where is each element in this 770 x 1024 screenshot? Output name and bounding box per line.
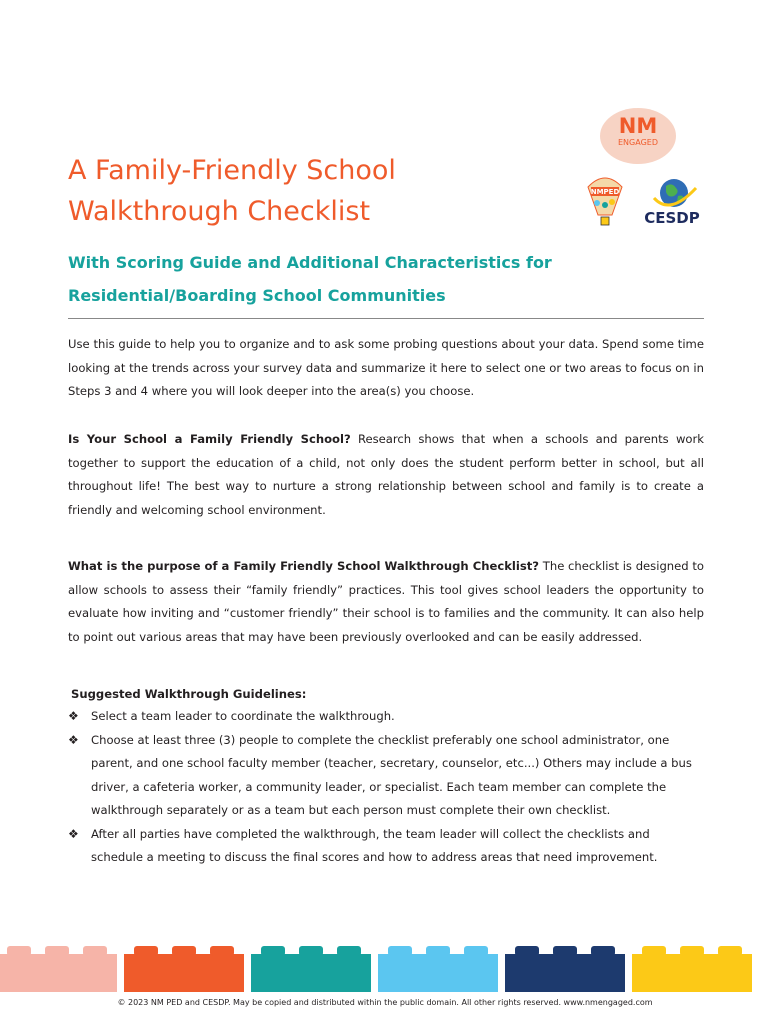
title-line-2: Walkthrough Checklist [68, 196, 371, 227]
family-friendly-heading: Is Your School a Family Friendly School? [68, 432, 351, 446]
purpose-heading: What is the purpose of a Family Friendly School Walkthrough Checklist? [68, 559, 540, 573]
nmped-logo [582, 173, 628, 229]
title-line-1: A Family-Friendly School [68, 155, 396, 186]
brick [124, 946, 244, 992]
family-friendly-body: Research shows that when a schools and parents work together to support the education of a child, not only does the student perform better in school, but all throughout life! The best way to nurture a strong relationship between school and family is to create a friendly and welcoming school environment. [68, 432, 704, 517]
list-item [68, 729, 704, 823]
divider [68, 318, 704, 319]
intro-paragraph: Use this guide to help you to organize and to ask some probing questions about your data. Spend some time looking at the trends across your survey data and summarize it here to select one or two areas to focus on in Steps 3 and 4 where you will look deeper into the area(s) you choose. [68, 337, 704, 398]
list-item-text: Select a team leader to coordinate the walkthrough. [91, 709, 395, 723]
purpose-paragraph [68, 555, 704, 649]
diamond-bullet-icon: ❖ [68, 709, 79, 723]
page-title [68, 150, 396, 232]
family-friendly-paragraph [68, 428, 704, 522]
guidelines-heading: Suggested Walkthrough Guidelines: [71, 687, 307, 701]
nmped-logo-text: NMPED [590, 188, 620, 196]
globe-icon [640, 176, 704, 210]
brick [632, 946, 752, 992]
subtitle-line-2: Residential/Boarding School Communities [68, 286, 446, 305]
page-subtitle [68, 246, 552, 312]
brick [0, 946, 117, 992]
diamond-bullet-icon: ❖ [68, 732, 79, 747]
guidelines-list [68, 705, 704, 870]
list-item-text: After all parties have completed the walkthrough, the team leader will collect the checklists and schedule a meeting to discuss the final scores and how to address areas that need improvement. [91, 826, 658, 864]
nm-logo-text: NM [618, 114, 658, 138]
cesdp-logo [640, 176, 704, 232]
nm-engaged-logo [600, 108, 676, 164]
brick [378, 946, 498, 992]
cesdp-logo-text: CESDP [644, 209, 700, 227]
list-item-text: Choose at least three (3) people to complete the checklist preferably one school administrator, one parent, and one school faculty member (teacher, secretary, counselor, etc...) Others may include a bus driver, a cafeteria worker, a community leader, or specialist. Each team member can complete the walkthrough separately or as a team but each person must complete their own checklist. [91, 732, 692, 817]
brick [251, 946, 371, 992]
copyright-footer: © 2023 NM PED and CESDP. May be copied and distributed within the public domain. All other rights reserved. www.nmengaged.com [117, 998, 653, 1007]
subtitle-line-1: With Scoring Guide and Additional Characteristics for [68, 253, 552, 272]
diamond-bullet-icon: ❖ [68, 826, 79, 841]
brick-border [0, 940, 770, 992]
engaged-logo-text: ENGAGED [618, 138, 658, 147]
list-item [68, 705, 704, 729]
brick [505, 946, 625, 992]
list-item [68, 823, 704, 870]
purpose-body: The checklist is designed to allow schools to assess their “family friendly” practices. This tool gives school leaders the opportunity to evaluate how inviting and “customer friendly” their school is to families and the community. It can also help to point out various areas that may have been previously overlooked and can be easily addressed. [68, 559, 704, 644]
